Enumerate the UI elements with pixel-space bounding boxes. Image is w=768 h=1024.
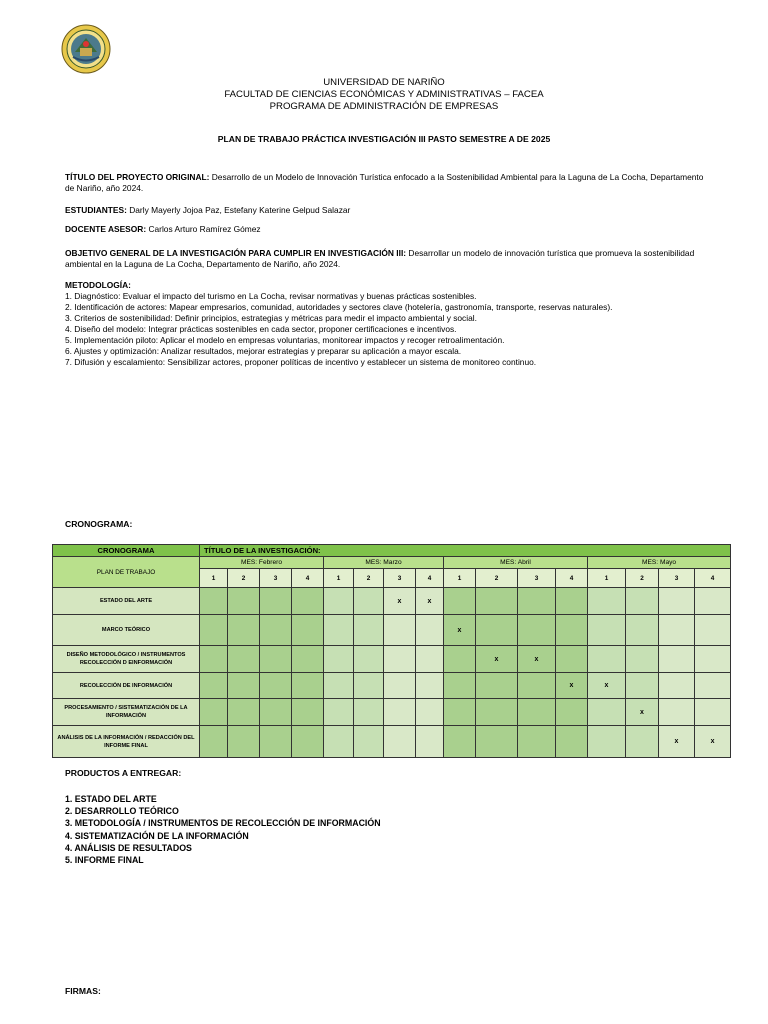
advisor-section <box>65 224 715 235</box>
project-title-label: TÍTULO DEL PROYECTO ORIGINAL: <box>65 172 210 182</box>
university-seal-logo <box>61 24 111 74</box>
week-header: 3 <box>518 569 556 588</box>
schedule-cell <box>260 699 292 726</box>
schedule-cell <box>588 726 626 758</box>
schedule-cell <box>588 615 626 646</box>
schedule-cell <box>695 646 731 673</box>
activity-name: DISEÑO METODOLÓGICO / INSTRUMENTOS RECOLECCIÓN D EINFORMACIÓN <box>53 646 200 673</box>
schedule-cell <box>200 726 228 758</box>
cronograma-corner-cell: CRONOGRAMA <box>53 545 200 557</box>
schedule-cell <box>292 615 324 646</box>
products-label: PRODUCTOS A ENTREGAR: <box>65 768 182 778</box>
schedule-cell <box>324 673 354 699</box>
schedule-cell <box>292 726 324 758</box>
methodology-section <box>65 280 715 368</box>
schedule-cell <box>354 726 384 758</box>
product-item: 3. METODOLOGÍA / INSTRUMENTOS DE RECOLECCIÓN DE INFORMACIÓN <box>65 818 381 829</box>
schedule-cell <box>416 615 444 646</box>
schedule-cell <box>659 699 695 726</box>
schedule-cell <box>324 646 354 673</box>
activity-row <box>53 726 731 758</box>
schedule-cell <box>659 588 695 615</box>
methodology-item: 5. Implementación piloto: Aplicar el modelo en empresas voluntarias, monitorear impactos y recoger retroalimentación. <box>65 335 505 345</box>
products-list <box>65 793 381 866</box>
advisor-label: DOCENTE ASESOR: <box>65 224 147 234</box>
faculty-name: FACULTAD DE CIENCIAS ECONÓMICAS Y ADMINISTRATIVAS – FACEA <box>224 89 544 100</box>
schedule-cell <box>659 646 695 673</box>
methodology-item: 1. Diagnóstico: Evaluar el impacto del turismo en La Cocha, revisar normativas y buenas prácticas sostenibles. <box>65 291 477 301</box>
project-title-section <box>65 172 715 194</box>
schedule-mark-cell: x <box>476 646 518 673</box>
schedule-cell <box>200 699 228 726</box>
schedule-cell <box>228 588 260 615</box>
month-header: MES: Febrero <box>200 557 324 569</box>
schedule-cell <box>476 615 518 646</box>
activity-name: RECOLECCIÓN DE INFORMACIÓN <box>53 673 200 699</box>
schedule-cell <box>556 588 588 615</box>
cronograma-table <box>52 544 731 758</box>
schedule-cell <box>626 615 659 646</box>
schedule-cell <box>444 646 476 673</box>
week-header: 1 <box>200 569 228 588</box>
methodology-item: 2. Identificación de actores: Mapear empresarios, comunidad, autoridades y sectores clave (hotelería, gastronomía, transporte, reservas naturales). <box>65 302 613 312</box>
month-header: MES: Abril <box>444 557 588 569</box>
week-header: 1 <box>444 569 476 588</box>
schedule-cell <box>416 673 444 699</box>
objective-text: Desarrollar un modelo de innovación turística que promueva la sostenibilidad ambiental en la Laguna de La Cocha, Departamento de Nariño, año 2024. <box>65 248 695 269</box>
schedule-cell <box>588 699 626 726</box>
schedule-cell <box>200 646 228 673</box>
schedule-cell <box>200 588 228 615</box>
activity-row <box>53 646 731 673</box>
schedule-cell <box>384 699 416 726</box>
activity-row <box>53 588 731 615</box>
schedule-cell <box>324 588 354 615</box>
schedule-cell <box>626 673 659 699</box>
schedule-cell <box>384 726 416 758</box>
advisor-text: Carlos Arturo Ramírez Gómez <box>146 224 261 234</box>
students-label: ESTUDIANTES: <box>65 205 127 215</box>
schedule-cell <box>260 588 292 615</box>
activity-name: PROCESAMIENTO / SISTEMATIZACIÓN DE LA INFORMACIÓN <box>53 699 200 726</box>
schedule-cell <box>476 699 518 726</box>
schedule-cell <box>228 646 260 673</box>
schedule-cell <box>354 673 384 699</box>
product-item: 4. SISTEMATIZACIÓN DE LA INFORMACIÓN <box>65 830 249 841</box>
schedule-cell <box>588 646 626 673</box>
university-name: UNIVERSIDAD DE NARIÑO <box>323 77 445 88</box>
week-header: 2 <box>626 569 659 588</box>
schedule-cell <box>476 726 518 758</box>
schedule-cell <box>292 588 324 615</box>
methodology-item: 4. Diseño del modelo: Integrar prácticas sostenibles en cada sector, proponer certificaciones e incentivos. <box>65 324 457 334</box>
schedule-mark-cell: x <box>659 726 695 758</box>
schedule-mark-cell: x <box>695 726 731 758</box>
week-header: 3 <box>384 569 416 588</box>
schedule-cell <box>354 699 384 726</box>
schedule-cell <box>695 615 731 646</box>
document-header <box>0 77 768 113</box>
schedule-cell <box>626 726 659 758</box>
schedule-cell <box>200 615 228 646</box>
schedule-cell <box>518 726 556 758</box>
schedule-cell <box>416 726 444 758</box>
project-title-text: Desarrollo de un Modelo de Innovación Turística enfocado a la Sostenibilidad Ambiental para la Laguna de La Cocha, Departamento de Nariño, año 2024. <box>65 172 704 193</box>
schedule-mark-cell: x <box>626 699 659 726</box>
schedule-cell <box>556 726 588 758</box>
activity-name: ANÁLISIS DE LA INFORMACIÓN / REDACCIÓN DEL INFORME FINAL <box>53 726 200 758</box>
schedule-cell <box>384 646 416 673</box>
schedule-cell <box>695 588 731 615</box>
schedule-cell <box>626 588 659 615</box>
schedule-cell <box>556 699 588 726</box>
product-item: 5. INFORME FINAL <box>65 855 144 866</box>
plan-de-trabajo-cell: PLAN DE TRABAJO <box>53 557 200 588</box>
schedule-cell <box>260 673 292 699</box>
week-header: 2 <box>354 569 384 588</box>
schedule-cell <box>354 646 384 673</box>
schedule-cell <box>444 699 476 726</box>
schedule-cell <box>292 646 324 673</box>
methodology-item: 6. Ajustes y optimización: Analizar resultados, mejorar estrategias y preparar su aplicación a mayor escala. <box>65 346 462 356</box>
schedule-cell <box>228 673 260 699</box>
schedule-cell <box>384 615 416 646</box>
schedule-cell <box>416 699 444 726</box>
schedule-cell <box>260 646 292 673</box>
product-item: 1. ESTADO DEL ARTE <box>65 794 157 804</box>
schedule-cell <box>384 673 416 699</box>
schedule-cell <box>695 699 731 726</box>
schedule-cell <box>626 646 659 673</box>
month-header: MES: Mayo <box>588 557 731 569</box>
program-name: PROGRAMA DE ADMINISTRACIÓN DE EMPRESAS <box>269 101 499 112</box>
schedule-cell <box>228 615 260 646</box>
schedule-mark-cell: x <box>588 673 626 699</box>
week-header: 4 <box>416 569 444 588</box>
activity-name: ESTADO DEL ARTE <box>53 588 200 615</box>
schedule-cell <box>588 588 626 615</box>
methodology-item: 7. Difusión y escalamiento: Sensibilizar actores, proponer políticas de incentivo y establecer un sistema de monitoreo continuo. <box>65 357 537 367</box>
schedule-mark-cell: x <box>416 588 444 615</box>
cronograma-label: CRONOGRAMA: <box>65 519 133 529</box>
schedule-cell <box>518 699 556 726</box>
product-item: 2. DESARROLLO TEÓRICO <box>65 806 179 817</box>
week-header: 2 <box>228 569 260 588</box>
week-header: 4 <box>556 569 588 588</box>
week-header: 4 <box>292 569 324 588</box>
objective-label: OBJETIVO GENERAL DE LA INVESTIGACIÓN PARA CUMPLIR EN INVESTIGACIÓN III: <box>65 248 407 258</box>
activity-row <box>53 673 731 699</box>
schedule-mark-cell: x <box>444 615 476 646</box>
schedule-cell <box>260 615 292 646</box>
schedule-cell <box>416 646 444 673</box>
schedule-cell <box>228 726 260 758</box>
schedule-cell <box>476 588 518 615</box>
schedule-cell <box>476 673 518 699</box>
schedule-cell <box>324 615 354 646</box>
schedule-cell <box>444 726 476 758</box>
activity-row <box>53 699 731 726</box>
activity-name: MARCO TEÓRICO <box>53 615 200 646</box>
month-header: MES: Marzo <box>324 557 444 569</box>
students-section <box>65 205 715 216</box>
schedule-cell <box>695 673 731 699</box>
schedule-cell <box>444 673 476 699</box>
week-header: 4 <box>695 569 731 588</box>
week-header: 3 <box>260 569 292 588</box>
signatures-label: FIRMAS: <box>65 986 101 996</box>
week-header: 3 <box>659 569 695 588</box>
schedule-cell <box>556 646 588 673</box>
schedule-cell <box>518 673 556 699</box>
schedule-cell <box>444 588 476 615</box>
schedule-cell <box>292 673 324 699</box>
week-header: 2 <box>476 569 518 588</box>
schedule-cell <box>354 588 384 615</box>
week-header: 1 <box>324 569 354 588</box>
activity-row <box>53 615 731 646</box>
methodology-label: METODOLOGÍA: <box>65 280 131 290</box>
schedule-cell <box>518 615 556 646</box>
research-title-cell: TÍTULO DE LA INVESTIGACIÓN: <box>200 545 731 557</box>
plan-title: PLAN DE TRABAJO PRÁCTICA INVESTIGACIÓN III PASTO SEMESTRE A DE 2025 <box>217 134 551 144</box>
schedule-cell <box>324 726 354 758</box>
schedule-cell <box>200 673 228 699</box>
schedule-cell <box>659 615 695 646</box>
schedule-mark-cell: x <box>518 646 556 673</box>
product-item: 4. ANÁLISIS DE RESULTADOS <box>65 842 192 853</box>
schedule-cell <box>518 588 556 615</box>
methodology-item: 3. Criterios de sostenibilidad: Definir principios, estrategias y métricas para medir el impacto ambiental y social. <box>65 313 477 323</box>
schedule-cell <box>228 699 260 726</box>
schedule-mark-cell: x <box>384 588 416 615</box>
schedule-cell <box>324 699 354 726</box>
schedule-cell <box>659 673 695 699</box>
schedule-mark-cell: x <box>556 673 588 699</box>
week-header: 1 <box>588 569 626 588</box>
schedule-cell <box>292 699 324 726</box>
students-text: Darly Mayerly Jojoa Paz, Estefany Katerine Gelpud Salazar <box>126 205 351 215</box>
methodology-list <box>65 291 715 368</box>
schedule-cell <box>260 726 292 758</box>
objective-section <box>65 248 715 270</box>
schedule-cell <box>556 615 588 646</box>
schedule-cell <box>354 615 384 646</box>
